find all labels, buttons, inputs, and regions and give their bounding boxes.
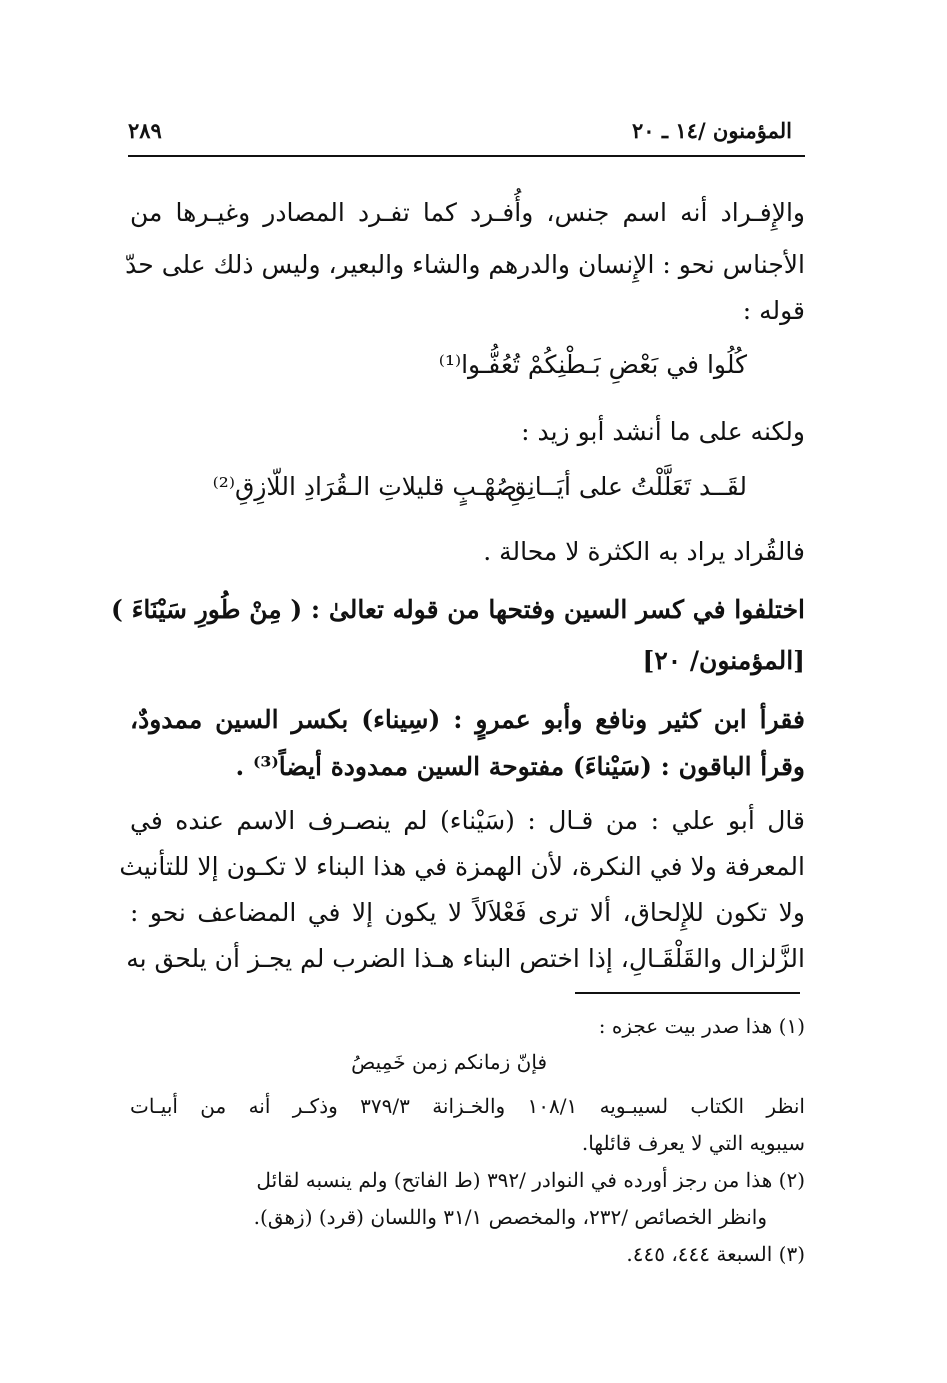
footnote-line: (٢) هذا من رجز أورده في النوادر /٣٩٢ (ط الفاتح) ولم ينسبه لقائل — [256, 1168, 805, 1192]
header-rule — [128, 155, 805, 157]
body-line: فالقُراد يراد به الكثرة لا محالة . — [483, 537, 805, 566]
poetry-hemistich-first: لقَــد تَعَلَّلْتُ على أيَــانِقِ — [506, 472, 747, 501]
footnote-line: سيبويه التي لا يعرف قائلها. — [581, 1131, 805, 1155]
body-line: والإِفـراد أنه اسم جنس، وأُفـرد كما تفـرد المصادر وغيـرها من — [130, 198, 805, 227]
body-line: المعرفة ولا في النكرة، لأن الهمزة في هذا البناء لا تكـون إلا للتأنيث — [119, 852, 805, 881]
body-line: ولكنه على ما أنشد أبو زيد : — [521, 417, 805, 446]
poetry-hemistich-second: صُهْـبٍ قليلاتِ الـقُرَادِ اللّازِقِ⁽²⁾ — [212, 472, 517, 501]
footnote-line: (١) هذا صدر بيت عجزه : — [598, 1014, 805, 1038]
body-line: الزَّلزال والقَلْقَـالِ، إذا اختص البناء هـذا الضرب لم يجـز أن يلحق به — [126, 944, 805, 973]
body-line: قوله : — [742, 296, 805, 325]
section-heading-citation: [المؤمنون/ ٢٠] — [642, 646, 805, 675]
section-heading: اختلفوا في كسر السين وفتحها من قوله تعالىٰ : ( مِنْ طُورِ سَيْنَاءَ ) — [111, 595, 805, 624]
body-line: الأجناس نحو : الإِنسان والدرهم والشاء والبعير، وليس ذلك على حدّ — [125, 250, 805, 279]
footnote-line: (٣) السبعة ٤٤٤، ٤٤٥. — [626, 1242, 805, 1266]
footnote-separator — [575, 992, 800, 994]
page-number: ٢٨٩ — [128, 118, 162, 143]
running-header-title: المؤمنون /١٤ ـ ٢٠ — [632, 118, 792, 143]
readings-line: وقرأ الباقون : (سَيْناءَ) مفتوحة السين ممدودة أيضاً⁽³⁾ . — [235, 752, 805, 781]
body-line: قال أبو علي : من قـال : (سَيْناء) لم ينصـرف الاسم عنده في — [130, 806, 805, 835]
footnote-verse: فإنّ زمانكم زمن خَمِيصُ — [351, 1050, 547, 1074]
readings-line: فقرأ ابن كثير ونافع وأبو عمروٍ : (سِيناء) بكسر السين ممدودٌ، — [130, 705, 805, 734]
poetry-verse: كُلُوا في بَعْضِ بَـطْنِكُمْ تُعُفُّـوا⁽¹⁾ — [438, 350, 747, 379]
body-line: ولا تكون للإِلحاق، ألا ترى فَعْلاَلاً لا يكون إلا في المضاعف نحو : — [130, 898, 805, 927]
footnote-line: انظر الكتاب لسيبـويه ١٠٨/١ والخـزانة ٣٧٩/٣ وذكـر أنه من أبيـات — [130, 1094, 805, 1118]
footnote-line: وانظر الخصائص /٢٣٢، والمخصص ٣١/١ واللسان (قرد) (زهق). — [253, 1205, 767, 1229]
